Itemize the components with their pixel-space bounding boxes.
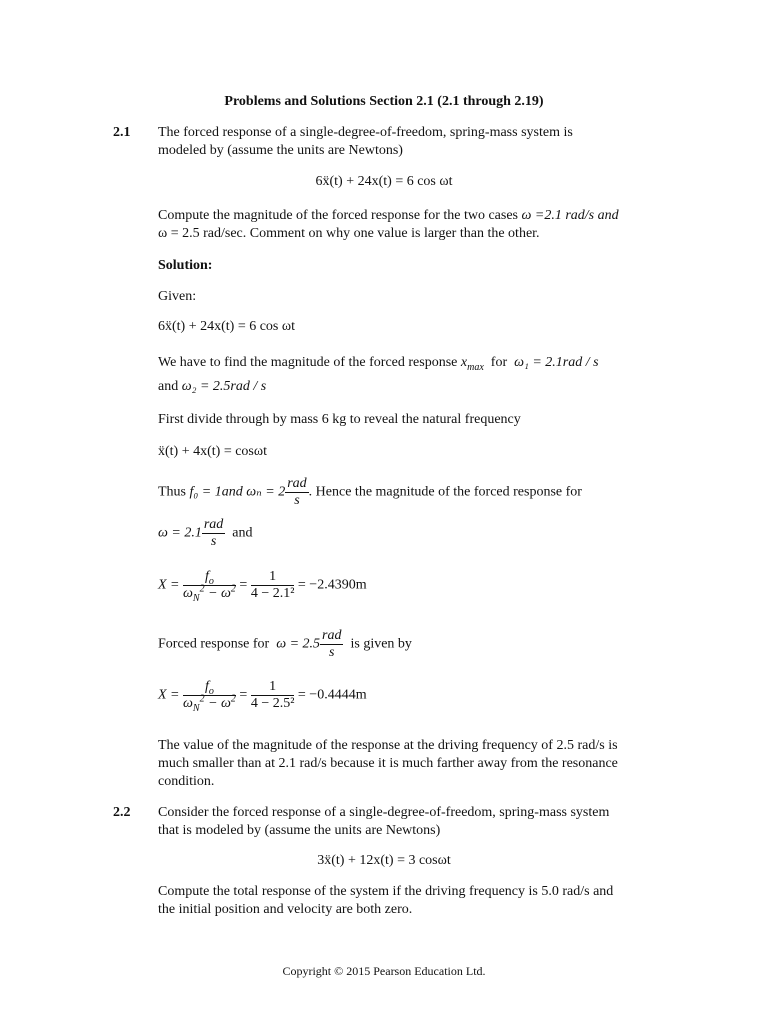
conclusion-line: condition. <box>158 774 215 789</box>
statement-line: Consider the forced response of a single-degree-of-freedom, spring-mass system <box>158 805 610 820</box>
given-equation: 6ẍ(t) + 24x(t) = 6 cos ωt <box>158 319 295 334</box>
divide-text: First divide through by mass 6 kg to reveal the natural frequency <box>158 412 521 427</box>
x-formula-2: X = $\frac{f_o}{\omega_N^2 - \omega^2}$ = $\frac{1}{\text{4 − 2.5²}}$ = −0.4444m <box>158 679 367 714</box>
copyright-footer: Copyright © 2015 Pearson Education Ltd. <box>282 964 486 978</box>
omega-21-line: ω = 2.1 $\frac{\text{rad}}{s}$ and <box>158 517 253 549</box>
find-statement: We have to find the magnitude of the forced response $x_{max}$ for ω₁ = 2.1rad / s <box>158 355 599 373</box>
page-title: Problems and Solutions Section 2.1 (2.1 through 2.19) <box>224 94 544 109</box>
problem-2-1-equation: 6ẍ(t) + 24x(t) = 6 cos ωt <box>315 174 453 189</box>
problem-2-2-compute <box>158 883 668 919</box>
problem-2-1-compute <box>158 207 678 243</box>
statement-line: modeled by (assume the units are Newtons) <box>158 143 403 158</box>
conclusion-line: much smaller than at 2.1 rad/s because it is much farther away from the resonance <box>158 756 618 771</box>
solution-label: Solution: <box>158 258 213 273</box>
compute-line: the initial position and velocity are both zero. <box>158 902 413 917</box>
normalized-equation: ẍ(t) + 4x(t) = cosωt <box>158 444 267 459</box>
thus-line: Thus f₀ = 1and ωₙ = 2 $\frac{\text{rad}}{s}$ . Hence the magnitude of the forced response for <box>158 476 582 508</box>
problem-number-2-2: 2.2 <box>113 805 131 820</box>
compute-line: Compute the total response of the system if the driving frequency is 5.0 rad/s and <box>158 884 614 899</box>
problem-2-2-equation: 3ẍ(t) + 12x(t) = 3 cosωt <box>317 853 451 868</box>
problem-number-2-1: 2.1 <box>113 125 131 140</box>
forced-25-line: Forced response for ω = 2.5 $\frac{\text{rad}}{s}$ is given by <box>158 628 412 660</box>
statement-line: The forced response of a single-degree-of-freedom, spring-mass system is <box>158 125 573 140</box>
conclusion <box>158 737 658 791</box>
problem-2-2-statement <box>158 804 658 840</box>
conclusion-line: The value of the magnitude of the response at the driving frequency of 2.5 rad/s is <box>158 738 618 753</box>
given-label: Given: <box>158 289 197 304</box>
problem-2-1-statement <box>158 124 658 160</box>
compute-line: Compute the magnitude of the forced response for the two cases ω =2.1 rad/s and <box>158 208 619 223</box>
compute-line: ω = 2.5 rad/sec. Comment on why one value is larger than the other. <box>158 226 540 241</box>
x-formula-1: X = $\frac{f_o}{\omega_N^2 - \omega^2}$ = $\frac{1}{\text{4 − 2.1²}}$ = −2.4390m <box>158 569 367 604</box>
statement-line: that is modeled by (assume the units are Newtons) <box>158 823 441 838</box>
find-statement-cont: and ω₂ = 2.5rad / s <box>158 379 267 394</box>
